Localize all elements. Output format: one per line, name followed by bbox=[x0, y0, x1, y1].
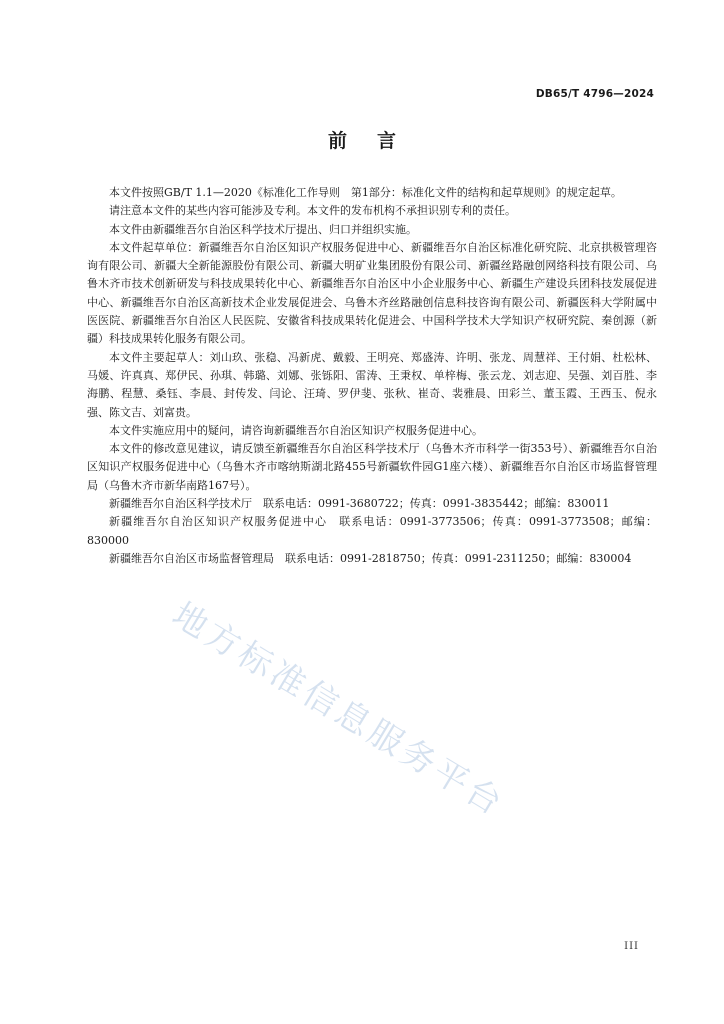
paragraph-consultation: 本文件实施应用中的疑问，请咨询新疆维吾尔自治区知识产权服务促进中心。 bbox=[109, 423, 483, 437]
contact-science-department: 新疆维吾尔自治区科学技术厅 联系电话：0991-3680722；传真：0991-3835442；邮编：830011 bbox=[109, 497, 610, 511]
paragraph-drafting-units: 本文件起草单位：新疆维吾尔自治区知识产权服务促进中心、新疆维吾尔自治区标准化研究院、北京拱极管理咨询有限公司、新疆大全新能源股份有限公司、新疆大明矿业集团股份有限公司、新疆丝路融创网络科技有限公司、乌鲁木齐市技术创新研发与科技成果转化中心、新疆维吾尔自治区中小企业服务中心、新疆生产建设兵团科技发展促进中心、新疆维吾尔自治区高新技术企业发展促进会、乌鲁木齐丝路融创信息科技咨询有限公司、新疆医科大学附属中医医院、新疆维吾尔自治区人民医院、安徽省科技成果转化促进会、中国科学技术大学知识产权研究院、秦创源（新疆）科技成果转化服务有限公司。 bbox=[87, 240, 657, 346]
paragraph-proposer: 本文件由新疆维吾尔自治区科学技术厅提出、归口并组织实施。 bbox=[109, 222, 417, 236]
paragraph-drafting-rules: 本文件按照GB/T 1.1—2020《标准化工作导则 第1部分：标准化文件的结构和起草规则》的规定起草。 bbox=[109, 186, 622, 199]
paragraph-drafters: 本文件主要起草人：刘山玖、张稳、冯新虎、戴毅、王明亮、郑盛涛、许明、张龙、周慧祥、王付娟、杜松林、马媛、许真真、郑伊民、孙琪、韩璐、刘娜、张铄阳、雷涛、王秉权、单梓梅、张云龙、刘志迎、吴强、刘百胜、李海鹏、程慧、桑钰、李晨、封传发、闫论、汪琦、罗伊斐、张秋、崔奇、裴雅晨、田彩兰、董玉霞、王西玉、倪永强、陈文吉、刘富贵。 bbox=[87, 350, 657, 419]
paragraph-feedback: 本文件的修改意见建议，请反馈至新疆维吾尔自治区科学技术厅（乌鲁木齐市科学一街353号）、新疆维吾尔自治区知识产权服务促进中心（乌鲁木齐市喀纳斯湖北路455号新疆软件园G1座六楼）、新疆维吾尔自治区市场监督管理局（乌鲁木齐市新华南路167号）。 bbox=[87, 442, 657, 492]
watermark-text: 地方标准信息服务平台 bbox=[165, 594, 512, 825]
page-title: 前言 bbox=[327, 130, 426, 152]
paragraph-patent-notice: 请注意本文件的某些内容可能涉及专利。本文件的发布机构不承担识别专利的责任。 bbox=[109, 204, 516, 218]
standard-code: DB65/T 4796—2024 bbox=[535, 88, 654, 100]
contact-market-bureau: 新疆维吾尔自治区市场监督管理局 联系电话：0991-2818750；传真：0991-2311250；邮编：830004 bbox=[109, 551, 632, 565]
foreword-body bbox=[87, 184, 657, 568]
page-number: III bbox=[624, 941, 639, 952]
contact-ip-center: 新疆维吾尔自治区知识产权服务促进中心 联系电话：0991-3773506；传真：0991-3773508；邮编：830000 bbox=[87, 515, 657, 547]
